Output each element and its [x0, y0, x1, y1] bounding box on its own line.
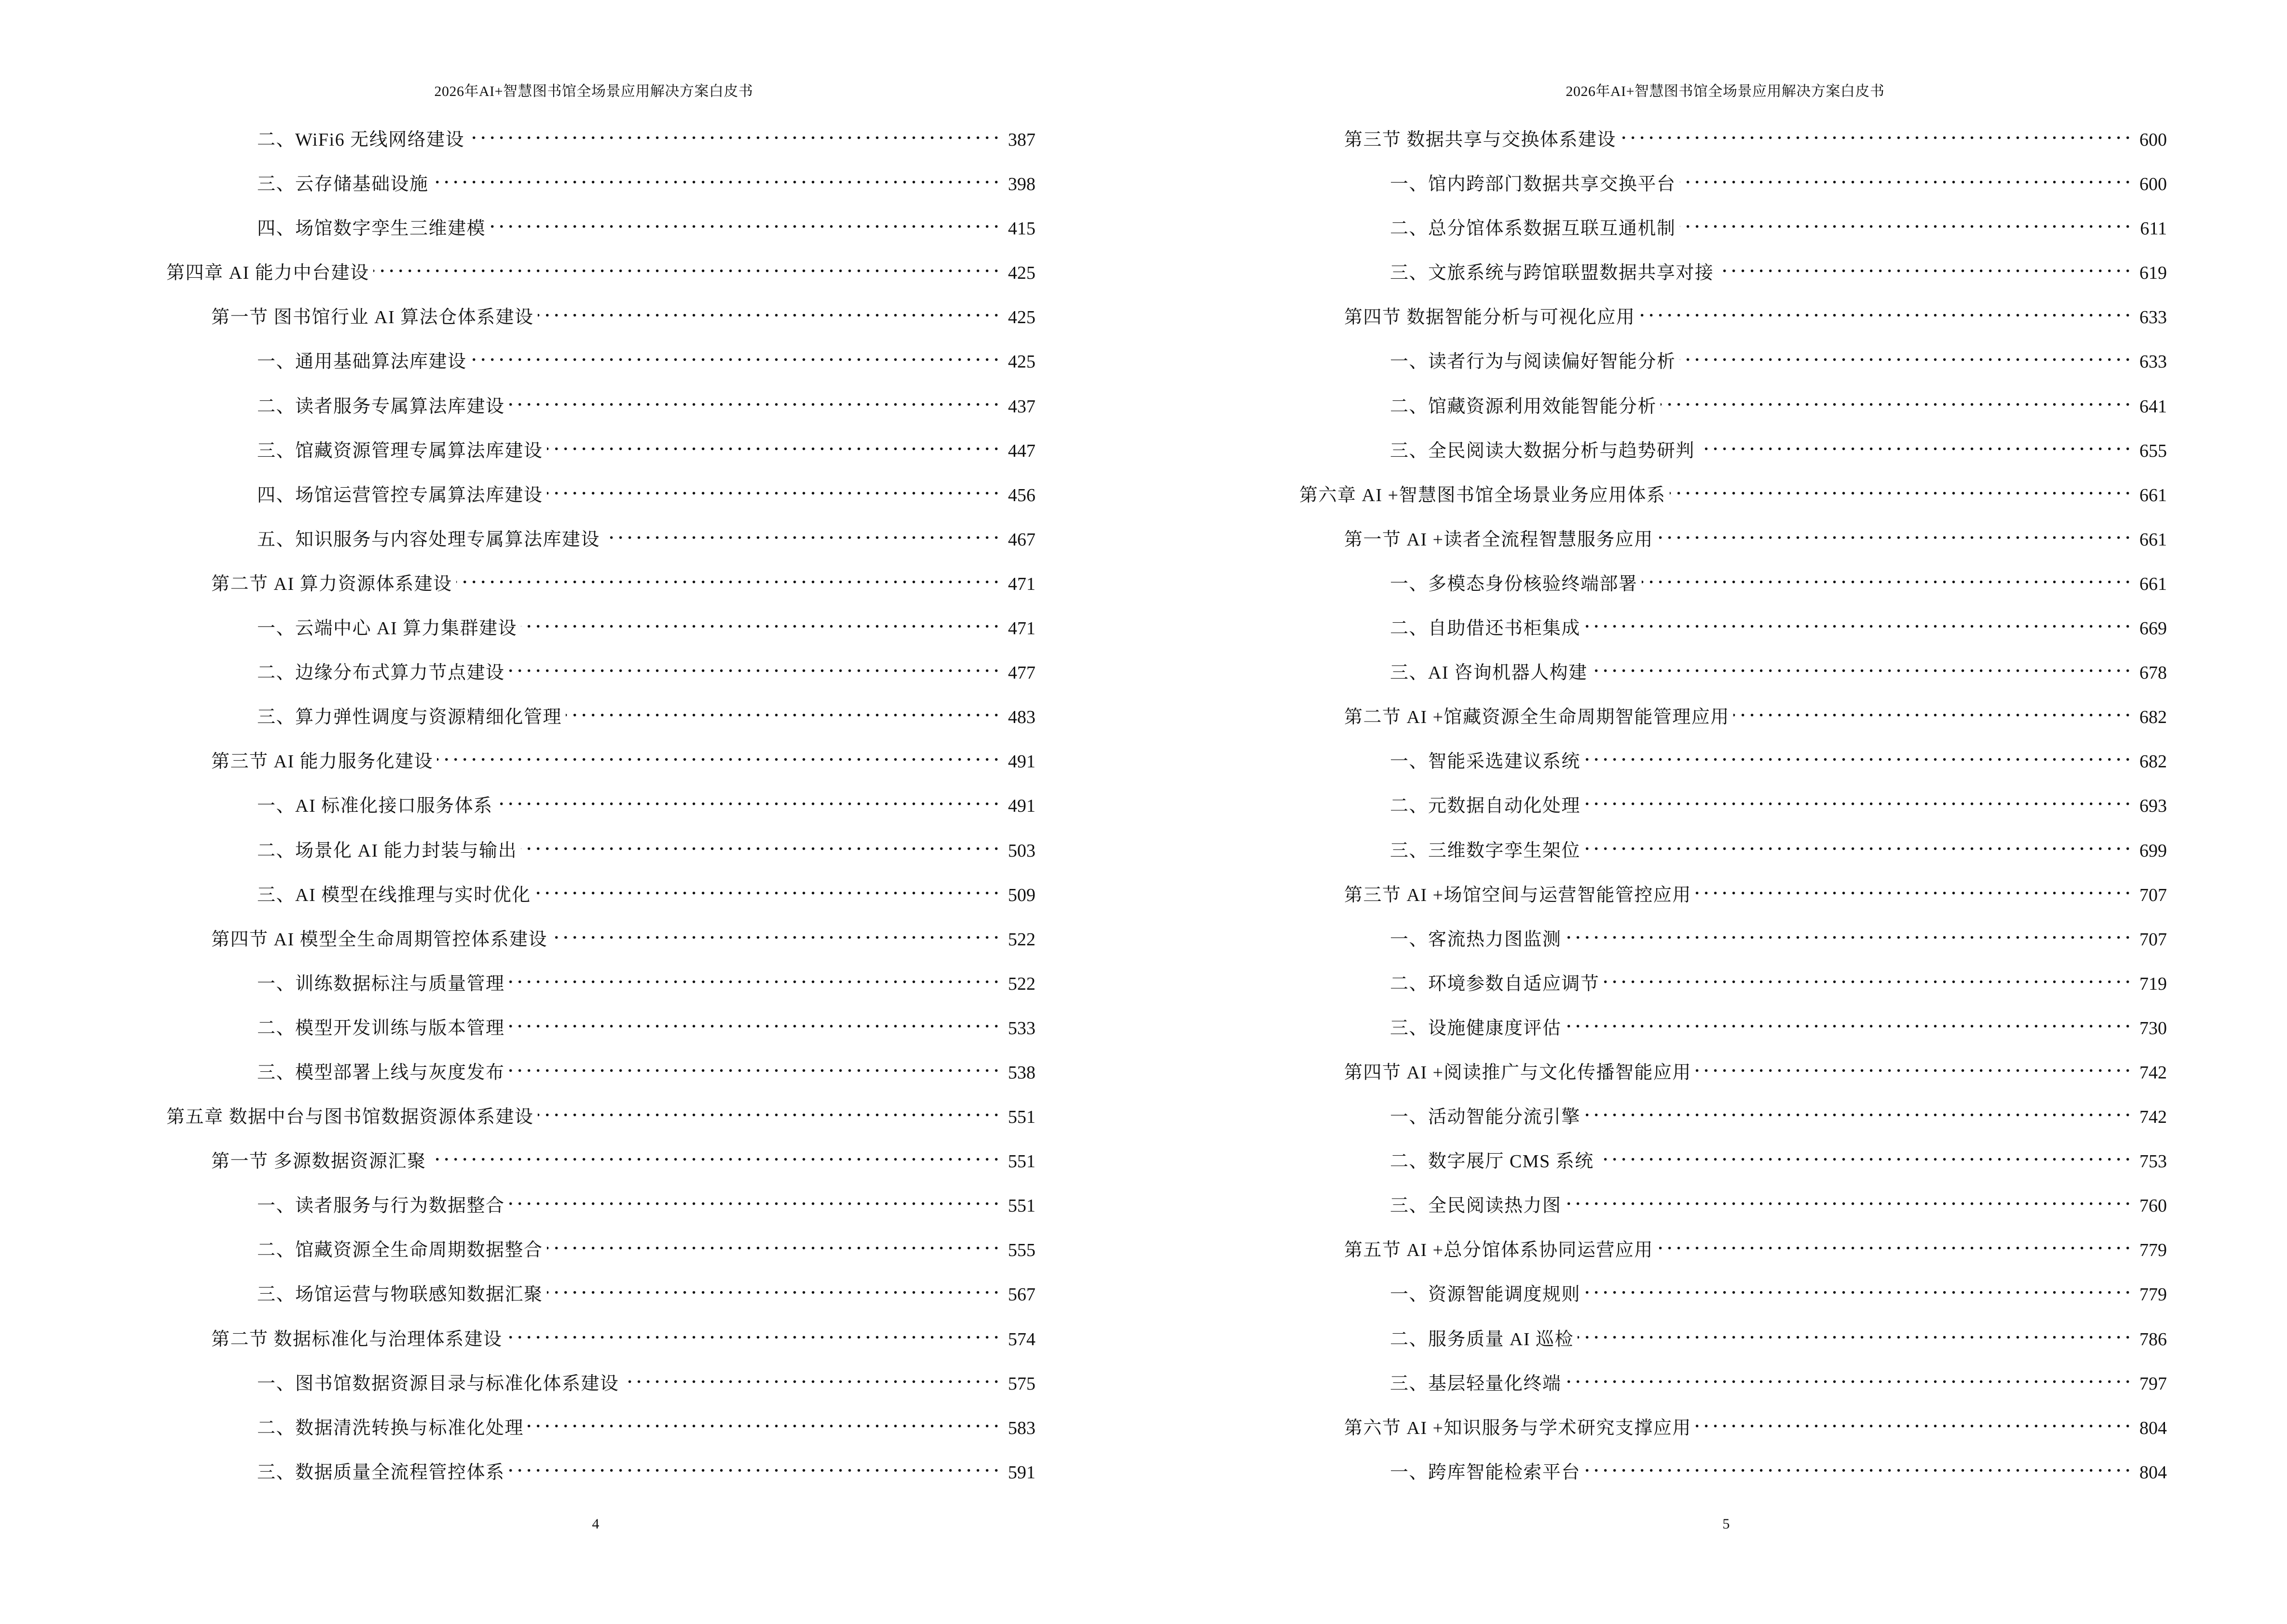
toc-entry-title: 二、数字展厅 CMS 系统	[1390, 1151, 1594, 1172]
toc-entry-page-number: 425	[1008, 352, 1035, 372]
toc-entry-page-number: 661	[2139, 529, 2167, 550]
toc-entry-page-number: 804	[2139, 1418, 2167, 1438]
toc-entry-title: 一、跨库智能检索平台	[1390, 1462, 1581, 1483]
dot-leader	[551, 922, 999, 945]
dot-leader	[1584, 833, 2130, 857]
dot-leader	[506, 1322, 999, 1345]
dot-leader	[566, 700, 999, 723]
toc-entry-title: 三、AI 模型在线推理与实时优化	[257, 885, 531, 905]
dot-leader	[535, 878, 999, 901]
dot-leader	[1584, 789, 2130, 812]
toc-entry-item[interactable]	[1299, 922, 2167, 967]
toc-entry-item[interactable]	[1299, 434, 2167, 478]
toc-entry-title: 第一节 图书馆行业 AI 算法仓体系建设	[211, 307, 534, 328]
dot-leader	[509, 1011, 999, 1034]
toc-entry-page-number: 619	[2139, 263, 2167, 284]
dot-leader	[547, 1277, 999, 1300]
toc-entry-item[interactable]	[1299, 167, 2167, 211]
toc-entry-item[interactable]	[166, 389, 1035, 434]
dot-leader	[1604, 967, 2130, 990]
toc-entry-title: 三、馆藏资源管理专属算法库建设	[257, 440, 543, 461]
toc-entry-item[interactable]	[1299, 1455, 2167, 1500]
dot-leader	[547, 434, 999, 457]
toc-entry-page-number: 555	[1008, 1240, 1035, 1261]
toc-entry-item[interactable]	[166, 878, 1035, 922]
toc-entry-page-number: 574	[1008, 1329, 1035, 1350]
toc-entry-title: 一、图书馆数据资源目录与标准化体系建设	[257, 1373, 619, 1394]
toc-entry-item[interactable]	[166, 167, 1035, 211]
toc-entry-item[interactable]	[1299, 833, 2167, 878]
toc-entry-chapter[interactable]	[166, 256, 1035, 300]
dot-leader	[1657, 1233, 2130, 1256]
toc-entry-title: 一、读者服务与行为数据整合	[257, 1196, 505, 1216]
dot-leader	[1592, 655, 2130, 679]
toc-entry-title: 二、元数据自动化处理	[1390, 796, 1581, 817]
toc-entry-section[interactable]	[1299, 700, 2167, 744]
toc-entry-title: 三、三维数字孪生架位	[1390, 840, 1581, 861]
toc-entry-page-number: 641	[2139, 396, 2167, 417]
dot-leader	[468, 123, 999, 146]
toc-entry-item[interactable]	[166, 967, 1035, 1011]
toc-entry-item[interactable]	[1299, 1144, 2167, 1188]
dot-leader	[1584, 1100, 2130, 1123]
dot-leader	[509, 967, 999, 990]
toc-entry-page-number: 600	[2139, 174, 2167, 195]
toc-entry-item[interactable]	[1299, 1277, 2167, 1322]
dot-leader	[1584, 1277, 2130, 1300]
dot-leader	[604, 522, 999, 546]
toc-entry-section[interactable]	[1299, 1233, 2167, 1277]
toc-entry-title: 三、设施健康度评估	[1390, 1018, 1562, 1038]
toc-entry-page-number: 575	[1008, 1373, 1035, 1394]
dot-leader	[1566, 1366, 2130, 1390]
dot-leader	[521, 833, 999, 857]
toc-page-right	[1144, 0, 2287, 1624]
toc-entry-item[interactable]	[1299, 1011, 2167, 1055]
dot-leader	[1639, 300, 2130, 323]
toc-entry-page-number: 387	[1008, 130, 1035, 150]
toc-entry-title: 第一节 多源数据资源汇聚	[211, 1151, 426, 1172]
dot-leader	[509, 655, 999, 679]
toc-entry-title: 一、多模态身份核验终端部署	[1390, 573, 1638, 594]
dot-leader	[1680, 211, 2130, 234]
dot-leader	[471, 344, 999, 368]
toc-entry-page-number: 583	[1008, 1418, 1035, 1438]
dot-leader	[1657, 522, 2130, 546]
toc-entry-title: 第二节 数据标准化与治理体系建设	[211, 1329, 503, 1350]
toc-entry-title: 三、基层轻量化终端	[1390, 1373, 1562, 1394]
toc-entry-title: 二、自助借还书柜集成	[1390, 618, 1581, 639]
toc-entry-page-number: 437	[1008, 396, 1035, 417]
toc-entry-title: 二、数据清洗转换与标准化处理	[257, 1418, 524, 1438]
toc-entry-page-number: 611	[2140, 218, 2167, 239]
toc-entry-item[interactable]	[166, 344, 1035, 389]
toc-entry-title: 第二节 AI +馆藏资源全生命周期智能管理应用	[1344, 707, 1730, 728]
toc-entry-chapter[interactable]	[166, 1100, 1035, 1144]
toc-entry-page-number: 425	[1008, 307, 1035, 328]
toc-entry-page-number: 522	[1008, 929, 1035, 950]
toc-entry-section[interactable]	[1299, 300, 2167, 344]
toc-entry-page-number: 538	[1008, 1062, 1035, 1083]
table-of-contents	[1299, 123, 2167, 1500]
toc-entry-page-number: 551	[1008, 1151, 1035, 1172]
toc-entry-page-number: 719	[2139, 973, 2167, 994]
dot-leader	[509, 1455, 999, 1478]
toc-entry-section[interactable]	[1299, 522, 2167, 567]
toc-entry-page-number: 742	[2139, 1062, 2167, 1083]
toc-entry-title: 三、AI 咨询机器人构建	[1390, 663, 1588, 683]
toc-entry-page-number: 682	[2139, 751, 2167, 772]
toc-entry-page-number: 533	[1008, 1018, 1035, 1038]
running-header: 2026年AI+智慧图书馆全场景应用解决方案白皮书	[1566, 83, 1885, 99]
dot-leader	[490, 211, 999, 234]
toc-entry-item[interactable]	[166, 1055, 1035, 1100]
toc-entry-page-number: 467	[1008, 529, 1035, 550]
table-of-contents	[166, 123, 1035, 1500]
toc-entry-page-number: 661	[2139, 573, 2167, 594]
dot-leader	[1578, 1322, 2130, 1345]
toc-entry-title: 三、场馆运营与物联感知数据汇聚	[257, 1284, 543, 1305]
toc-entry-page-number: 551	[1008, 1107, 1035, 1128]
toc-entry-item[interactable]	[1299, 611, 2167, 655]
toc-entry-title: 一、客流热力图监测	[1390, 929, 1562, 950]
toc-entry-item[interactable]	[166, 1188, 1035, 1233]
toc-entry-page-number: 779	[2139, 1240, 2167, 1261]
toc-entry-item[interactable]	[166, 833, 1035, 878]
toc-entry-item[interactable]	[1299, 211, 2167, 256]
toc-entry-page-number: 693	[2139, 796, 2167, 817]
toc-entry-item[interactable]	[1299, 1366, 2167, 1411]
toc-entry-page-number: 753	[2139, 1151, 2167, 1172]
toc-entry-title: 一、AI 标准化接口服务体系	[257, 796, 493, 817]
dot-leader	[1642, 567, 2130, 590]
page-number: 5	[1722, 1516, 1730, 1532]
dot-leader	[433, 167, 999, 190]
toc-entry-title: 四、场馆数字孪生三维建模	[257, 218, 486, 239]
toc-entry-page-number: 682	[2139, 707, 2167, 728]
toc-entry-title: 二、环境参数自适应调节	[1390, 973, 1600, 994]
toc-entry-section[interactable]	[166, 1322, 1035, 1366]
toc-entry-page-number: 591	[1008, 1462, 1035, 1483]
dot-leader	[1566, 1011, 2130, 1034]
toc-entry-title: 第五节 AI +总分馆体系协同运营应用	[1344, 1240, 1654, 1261]
dot-leader	[547, 478, 999, 501]
toc-entry-item[interactable]	[1299, 1322, 2167, 1366]
dot-leader	[1566, 922, 2130, 945]
toc-entry-page-number: 567	[1008, 1284, 1035, 1305]
toc-entry-title: 一、馆内跨部门数据共享交换平台	[1390, 174, 1676, 195]
toc-entry-title: 二、总分馆体系数据互联互通机制	[1390, 218, 1676, 239]
toc-entry-item[interactable]	[166, 434, 1035, 478]
toc-entry-page-number: 779	[2139, 1284, 2167, 1305]
toc-entry-title: 二、WiFi6 无线网络建设	[257, 130, 465, 150]
dot-leader	[1670, 478, 2130, 501]
toc-entry-title: 第三节 数据共享与交换体系建设	[1344, 130, 1617, 150]
toc-entry-title: 三、全民阅读大数据分析与趋势研判	[1390, 440, 1695, 461]
dot-leader	[1584, 611, 2130, 634]
toc-entry-title: 第二节 AI 算力资源体系建设	[211, 573, 452, 594]
toc-entry-item[interactable]	[166, 700, 1035, 744]
dot-leader	[509, 1188, 999, 1212]
toc-entry-title: 三、模型部署上线与灰度发布	[257, 1062, 505, 1083]
toc-entry-title: 一、智能采选建议系统	[1390, 751, 1581, 772]
toc-entry-page-number: 456	[1008, 485, 1035, 505]
dot-leader	[623, 1366, 999, 1390]
toc-entry-page-number: 471	[1008, 618, 1035, 639]
toc-entry-page-number: 471	[1008, 573, 1035, 594]
toc-entry-item[interactable]	[1299, 1188, 2167, 1233]
toc-entry-section[interactable]	[1299, 1411, 2167, 1455]
dot-leader	[547, 1233, 999, 1256]
toc-entry-page-number: 491	[1008, 796, 1035, 817]
toc-entry-page-number: 509	[1008, 885, 1035, 905]
toc-entry-section[interactable]	[1299, 123, 2167, 167]
toc-entry-item[interactable]	[166, 1411, 1035, 1455]
toc-entry-page-number: 804	[2139, 1462, 2167, 1483]
toc-entry-item[interactable]	[1299, 567, 2167, 611]
dot-leader	[509, 389, 999, 412]
toc-entry-title: 三、数据质量全流程管控体系	[257, 1462, 505, 1483]
toc-entry-page-number: 797	[2139, 1373, 2167, 1394]
toc-entry-title: 三、全民阅读热力图	[1390, 1196, 1562, 1216]
toc-entry-item[interactable]	[166, 611, 1035, 655]
toc-entry-section[interactable]	[166, 1144, 1035, 1188]
toc-entry-section[interactable]	[1299, 878, 2167, 922]
toc-entry-page-number: 669	[2139, 618, 2167, 639]
toc-entry-item[interactable]	[1299, 1100, 2167, 1144]
toc-entry-title: 第四节 AI +阅读推广与文化传播智能应用	[1344, 1062, 1692, 1083]
toc-entry-section[interactable]	[1299, 1055, 2167, 1100]
toc-entry-title: 五、知识服务与内容处理专属算法库建设	[257, 529, 600, 550]
toc-entry-title: 第六章 AI +智慧图书馆全场景业务应用体系	[1299, 485, 1666, 505]
dot-leader	[538, 300, 999, 323]
dot-leader	[430, 1144, 999, 1167]
dot-leader	[1733, 700, 2130, 723]
toc-entry-item[interactable]	[166, 1455, 1035, 1500]
toc-entry-item[interactable]	[166, 1011, 1035, 1055]
dot-leader	[437, 744, 999, 767]
toc-entry-title: 二、馆藏资源全生命周期数据整合	[257, 1240, 543, 1261]
toc-entry-page-number: 503	[1008, 840, 1035, 861]
dot-leader	[1620, 123, 2130, 146]
toc-entry-item[interactable]	[166, 789, 1035, 833]
toc-entry-page-number: 707	[2139, 885, 2167, 905]
toc-entry-page-number: 707	[2139, 929, 2167, 950]
toc-entry-page-number: 522	[1008, 973, 1035, 994]
dot-leader	[528, 1411, 999, 1434]
toc-entry-item[interactable]	[166, 655, 1035, 700]
toc-entry-page-number: 655	[2139, 440, 2167, 461]
running-header: 2026年AI+智慧图书馆全场景应用解决方案白皮书	[434, 83, 753, 99]
dot-leader	[1699, 434, 2130, 457]
toc-entry-title: 二、场景化 AI 能力封装与输出	[257, 840, 517, 861]
toc-entry-item[interactable]	[166, 478, 1035, 522]
toc-entry-page-number: 551	[1008, 1196, 1035, 1216]
toc-entry-page-number: 730	[2139, 1018, 2167, 1038]
dot-leader	[1661, 389, 2130, 412]
toc-entry-item[interactable]	[1299, 256, 2167, 300]
toc-entry-page-number: 415	[1008, 218, 1035, 239]
toc-entry-page-number: 600	[2139, 130, 2167, 150]
dot-leader	[1598, 1144, 2130, 1167]
toc-entry-title: 第四节 数据智能分析与可视化应用	[1344, 307, 1635, 328]
dot-leader	[521, 611, 999, 634]
toc-entry-title: 第四章 AI 能力中台建设	[166, 263, 369, 284]
toc-entry-title: 二、馆藏资源利用效能智能分析	[1390, 396, 1657, 417]
toc-entry-item[interactable]	[166, 1277, 1035, 1322]
toc-entry-section[interactable]	[166, 567, 1035, 611]
toc-entry-page-number: 633	[2139, 352, 2167, 372]
toc-entry-page-number: 786	[2139, 1329, 2167, 1350]
toc-entry-title: 二、边缘分布式算力节点建设	[257, 663, 505, 683]
toc-entry-item[interactable]	[166, 123, 1035, 167]
toc-entry-page-number: 633	[2139, 307, 2167, 328]
toc-entry-page-number: 699	[2139, 840, 2167, 861]
toc-entry-page-number: 678	[2139, 663, 2167, 683]
dot-leader	[1680, 167, 2130, 190]
dot-leader	[1584, 744, 2130, 767]
toc-entry-page-number: 661	[2139, 485, 2167, 505]
toc-entry-title: 二、读者服务专属算法库建设	[257, 396, 505, 417]
toc-entry-page-number: 742	[2139, 1107, 2167, 1128]
toc-entry-title: 一、云端中心 AI 算力集群建设	[257, 618, 517, 639]
dot-leader	[1695, 878, 2130, 901]
toc-entry-item[interactable]	[1299, 789, 2167, 833]
toc-entry-page-number: 477	[1008, 663, 1035, 683]
dot-leader	[538, 1100, 999, 1123]
dot-leader	[1718, 256, 2130, 279]
toc-entry-item[interactable]	[166, 1233, 1035, 1277]
toc-entry-title: 四、场馆运营管控专属算法库建设	[257, 485, 543, 505]
dot-leader	[373, 256, 999, 279]
toc-entry-item[interactable]	[1299, 655, 2167, 700]
dot-leader	[456, 567, 999, 590]
toc-entry-page-number: 483	[1008, 707, 1035, 728]
toc-entry-title: 二、模型开发训练与版本管理	[257, 1018, 505, 1038]
toc-entry-item[interactable]	[166, 211, 1035, 256]
toc-entry-title: 第五章 数据中台与图书馆数据资源体系建设	[166, 1107, 534, 1128]
dot-leader	[1695, 1411, 2130, 1434]
toc-entry-title: 第三节 AI 能力服务化建设	[211, 751, 434, 772]
dot-leader	[1566, 1188, 2130, 1212]
toc-entry-title: 三、算力弹性调度与资源精细化管理	[257, 707, 562, 728]
toc-entry-title: 三、云存储基础设施	[257, 174, 429, 195]
toc-entry-title: 一、资源智能调度规则	[1390, 1284, 1581, 1305]
toc-entry-item[interactable]	[1299, 344, 2167, 389]
toc-entry-chapter[interactable]	[1299, 478, 2167, 522]
toc-entry-title: 一、训练数据标注与质量管理	[257, 973, 505, 994]
toc-entry-page-number: 425	[1008, 263, 1035, 284]
toc-entry-title: 第一节 AI +读者全流程智慧服务应用	[1344, 529, 1654, 550]
toc-entry-page-number: 491	[1008, 751, 1035, 772]
toc-entry-title: 第三节 AI +场馆空间与运营智能管控应用	[1344, 885, 1692, 905]
toc-entry-section[interactable]	[166, 300, 1035, 344]
toc-entry-title: 一、读者行为与阅读偏好智能分析	[1390, 352, 1676, 372]
toc-entry-page-number: 398	[1008, 174, 1035, 195]
toc-entry-item[interactable]	[166, 522, 1035, 567]
dot-leader	[1680, 344, 2130, 368]
toc-entry-item[interactable]	[166, 1366, 1035, 1411]
dot-leader	[509, 1055, 999, 1078]
dot-leader	[1695, 1055, 2130, 1078]
toc-entry-section[interactable]	[166, 744, 1035, 789]
toc-entry-item[interactable]	[1299, 967, 2167, 1011]
toc-entry-item[interactable]	[1299, 744, 2167, 789]
toc-entry-title: 一、活动智能分流引擎	[1390, 1107, 1581, 1128]
toc-entry-page-number: 447	[1008, 440, 1035, 461]
toc-entry-page-number: 760	[2139, 1196, 2167, 1216]
page-number: 4	[592, 1516, 599, 1532]
toc-entry-title: 第六节 AI +知识服务与学术研究支撑应用	[1344, 1418, 1692, 1438]
toc-entry-title: 一、通用基础算法库建设	[257, 352, 467, 372]
dot-leader	[497, 789, 999, 812]
toc-entry-title: 二、服务质量 AI 巡检	[1390, 1329, 1574, 1350]
toc-entry-section[interactable]	[166, 922, 1035, 967]
toc-entry-title: 三、文旅系统与跨馆联盟数据共享对接	[1390, 263, 1714, 284]
toc-entry-item[interactable]	[1299, 389, 2167, 434]
toc-entry-title: 第四节 AI 模型全生命周期管控体系建设	[211, 929, 548, 950]
dot-leader	[1584, 1455, 2130, 1478]
